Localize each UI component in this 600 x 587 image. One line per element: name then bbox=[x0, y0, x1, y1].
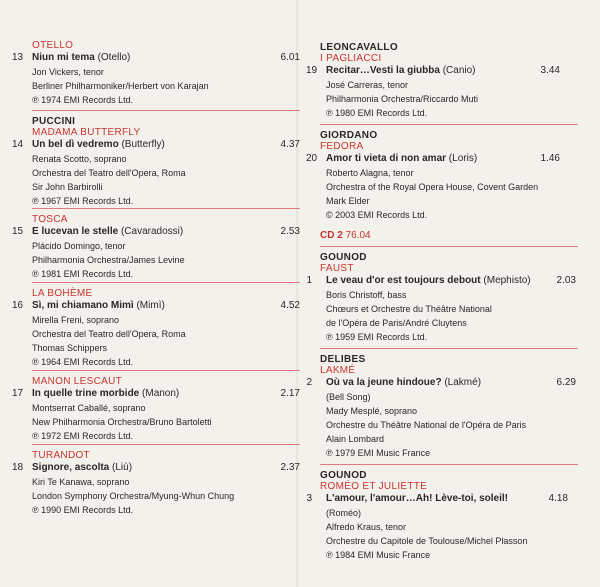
disc-label: CD 2 bbox=[320, 230, 343, 241]
role-name: (Roméo) bbox=[326, 508, 362, 518]
work-title: TOSCA bbox=[32, 214, 68, 225]
track-role: (Mephisto) bbox=[480, 275, 531, 286]
work-title: LAKMÉ bbox=[320, 365, 356, 376]
work-title: MADAMA BUTTERFLY bbox=[32, 127, 141, 138]
composer-name: GOUNOD bbox=[320, 252, 367, 263]
composer-name: GOUNOD bbox=[320, 470, 367, 481]
track-role: (Mimì) bbox=[133, 300, 165, 311]
track-row bbox=[12, 51, 300, 65]
performer: Renata Scotto, soprano bbox=[32, 154, 127, 164]
copyright: ℗ 1980 EMI Records Ltd. bbox=[326, 108, 428, 118]
track-duration: 1.46 bbox=[540, 153, 560, 164]
track-role: (Otello) bbox=[94, 52, 131, 63]
work-title: MANON LESCAUT bbox=[32, 376, 123, 387]
orchestra: Chœurs et Orchestre du Théâtre National bbox=[326, 304, 492, 314]
track-title: Le veau d'or est toujours debout bbox=[326, 275, 481, 286]
work-title: FAUST bbox=[320, 263, 354, 274]
track-title: Où va la jeune hindoue? bbox=[326, 377, 442, 388]
orchestra: Orchestra del Teatro dell'Opera, Roma bbox=[32, 168, 186, 178]
orchestra: Philharmonia Orchestra/Riccardo Muti bbox=[326, 94, 479, 104]
track-duration: 4.18 bbox=[548, 493, 568, 504]
copyright: ℗ 1959 EMI Records Ltd. bbox=[326, 332, 428, 342]
track-number: 1 bbox=[306, 275, 312, 286]
section-divider bbox=[32, 208, 300, 209]
track-title: Un bel dì vedremo bbox=[32, 139, 119, 150]
copyright: ℗ 1972 EMI Records Ltd. bbox=[32, 431, 134, 441]
section-fedora bbox=[306, 130, 598, 222]
track-number: 13 bbox=[12, 52, 24, 63]
performer: Alfredo Kraus, tenor bbox=[326, 522, 407, 532]
section-lakme bbox=[306, 354, 598, 460]
track-duration: 3.44 bbox=[540, 65, 560, 76]
section-turandot bbox=[12, 450, 300, 517]
section-la-boheme bbox=[12, 288, 300, 369]
work-title: OTELLO bbox=[32, 40, 74, 51]
track-row bbox=[306, 376, 598, 390]
track-title: Signore, ascolta bbox=[32, 462, 110, 473]
section-i-pagliacci bbox=[306, 42, 598, 120]
track-duration: 4.37 bbox=[280, 139, 300, 150]
track-number: 2 bbox=[306, 377, 312, 388]
orchestra: New Philharmonia Orchestra/Bruno Bartoletti bbox=[32, 417, 212, 427]
conductor: Thomas Schippers bbox=[32, 343, 108, 353]
composer-name: GIORDANO bbox=[320, 130, 378, 141]
orchestra: Orchestre du Théâtre National de l'Opéra de Paris bbox=[326, 420, 527, 430]
conductor: Alain Lombard bbox=[326, 434, 385, 444]
copyright: ℗ 1979 EMI Music France bbox=[326, 448, 431, 458]
track-row bbox=[12, 225, 300, 239]
track-row bbox=[306, 492, 598, 506]
track-row bbox=[12, 461, 300, 475]
section-divider bbox=[320, 124, 578, 125]
orchestra: Philharmonia Orchestra/James Levine bbox=[32, 255, 185, 265]
track-number: 18 bbox=[12, 462, 24, 473]
track-number: 14 bbox=[12, 139, 24, 150]
performer: Kiri Te Kanawa, soprano bbox=[32, 477, 130, 487]
section-divider bbox=[320, 464, 578, 465]
track-title: Recitar…Vesti la giubba bbox=[326, 65, 440, 76]
track-row bbox=[12, 387, 300, 401]
track-number: 16 bbox=[12, 300, 24, 311]
track-duration: 6.29 bbox=[556, 377, 576, 388]
track-title: Amor ti vieta di non amar bbox=[326, 153, 447, 164]
copyright: ℗ 1974 EMI Records Ltd. bbox=[32, 95, 134, 105]
track-row bbox=[12, 299, 300, 313]
aria-subtitle: (Bell Song) bbox=[326, 392, 371, 402]
orchestra: Orchestra del Teatro dell'Opera, Roma bbox=[32, 329, 186, 339]
composer-name: DELIBES bbox=[320, 354, 366, 365]
copyright: © 2003 EMI Records Ltd. bbox=[326, 210, 428, 220]
track-row bbox=[306, 152, 598, 166]
performer: Montserrat Caballé, soprano bbox=[32, 403, 146, 413]
section-faust bbox=[306, 252, 598, 344]
track-number: 17 bbox=[12, 388, 24, 399]
track-row bbox=[306, 274, 598, 288]
copyright: ℗ 1984 EMI Music France bbox=[326, 550, 431, 560]
track-duration: 2.17 bbox=[280, 388, 300, 399]
track-duration: 4.52 bbox=[280, 300, 300, 311]
track-role: (Cavaradossi) bbox=[118, 226, 184, 237]
track-number: 15 bbox=[12, 226, 24, 237]
disc-header bbox=[320, 230, 598, 241]
track-row bbox=[306, 64, 598, 78]
tracklist-right-column bbox=[306, 0, 598, 587]
track-role: (Loris) bbox=[446, 153, 478, 164]
section-divider bbox=[320, 246, 578, 247]
disc-total-time: 76.04 bbox=[345, 230, 371, 241]
track-role: (Lakmé) bbox=[441, 377, 482, 388]
copyright: ℗ 1964 EMI Records Ltd. bbox=[32, 357, 134, 367]
track-role: (Butterfly) bbox=[118, 139, 165, 150]
track-duration: 2.37 bbox=[280, 462, 300, 473]
section-madama-butterfly bbox=[12, 116, 300, 208]
section-otello bbox=[12, 40, 300, 107]
work-title: ROMÉO ET JULIETTE bbox=[320, 481, 428, 492]
track-number: 3 bbox=[306, 493, 312, 504]
performer: Mady Mesplé, soprano bbox=[326, 406, 418, 416]
track-row bbox=[12, 138, 300, 152]
track-duration: 2.53 bbox=[280, 226, 300, 237]
section-tosca bbox=[12, 214, 300, 281]
section-divider bbox=[32, 282, 300, 283]
work-title: FEDORA bbox=[320, 141, 364, 152]
section-romeo-et-juliette bbox=[306, 470, 598, 562]
work-title: I PAGLIACCI bbox=[320, 53, 382, 64]
section-divider bbox=[320, 348, 578, 349]
orchestra: London Symphony Orchestra/Myung-Whun Chung bbox=[32, 491, 235, 501]
section-manon-lescaut bbox=[12, 376, 300, 443]
orchestra: Orchestre du Capitole de Toulouse/Michel Plasson bbox=[326, 536, 528, 546]
section-divider bbox=[32, 444, 300, 445]
copyright: ℗ 1981 EMI Records Ltd. bbox=[32, 269, 134, 279]
performer: Mirella Freni, soprano bbox=[32, 315, 120, 325]
track-title: E lucevan le stelle bbox=[32, 226, 119, 237]
track-title: L'amour, l'amour…Ah! Lève-toi, soleil! bbox=[326, 493, 509, 504]
tracklist-left-column bbox=[12, 0, 300, 587]
track-title: In quelle trine morbide bbox=[32, 388, 140, 399]
copyright: ℗ 1967 EMI Records Ltd. bbox=[32, 196, 134, 206]
track-role: (Manon) bbox=[139, 388, 180, 399]
work-title: TURANDOT bbox=[32, 450, 90, 461]
performer: Jon Vickers, tenor bbox=[32, 67, 104, 77]
copyright: ℗ 1990 EMI Records Ltd. bbox=[32, 505, 134, 515]
track-title: Sì, mi chiamano Mimì bbox=[32, 300, 134, 311]
composer-name: PUCCINI bbox=[32, 116, 76, 127]
track-duration: 6.01 bbox=[280, 52, 300, 63]
conductor: Sir John Barbirolli bbox=[32, 182, 103, 192]
section-divider bbox=[32, 110, 300, 111]
composer-name: LEONCAVALLO bbox=[320, 42, 398, 53]
track-number: 20 bbox=[306, 153, 318, 164]
section-divider bbox=[32, 370, 300, 371]
performer: Roberto Alagna, tenor bbox=[326, 168, 414, 178]
track-duration: 2.03 bbox=[556, 275, 576, 286]
track-role: (Liù) bbox=[109, 462, 133, 473]
track-role: (Canio) bbox=[439, 65, 476, 76]
performer: Boris Christoff, bass bbox=[326, 290, 407, 300]
orchestra: Orchestra of the Royal Opera House, Covent Garden bbox=[326, 182, 539, 192]
track-number: 19 bbox=[306, 65, 318, 76]
performer: José Carreras, tenor bbox=[326, 80, 409, 90]
orchestra: Berliner Philharmoniker/Herbert von Karajan bbox=[32, 81, 209, 91]
conductor: Mark Elder bbox=[326, 196, 370, 206]
performer: Plácido Domingo, tenor bbox=[32, 241, 126, 251]
track-title: Niun mi tema bbox=[32, 52, 95, 63]
conductor: de l'Opéra de Paris/André Cluytens bbox=[326, 318, 467, 328]
work-title: LA BOHÈME bbox=[32, 288, 93, 299]
